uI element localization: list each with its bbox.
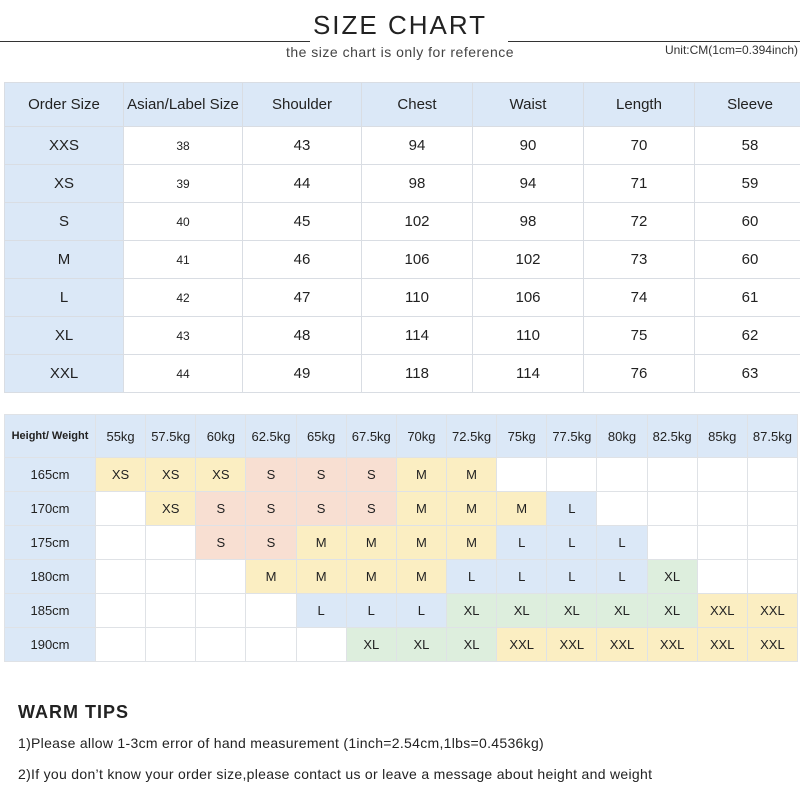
order-size-cell: XXS bbox=[5, 127, 124, 165]
size-value-cell: 72 bbox=[584, 203, 695, 241]
fit-table-row bbox=[5, 492, 798, 526]
size-value-cell: 58 bbox=[695, 127, 800, 165]
size-table-row bbox=[5, 127, 800, 165]
height-row-header: 165cm bbox=[5, 458, 96, 492]
size-value-cell: 43 bbox=[243, 127, 362, 165]
size-value-cell: 62 bbox=[695, 317, 800, 355]
fit-table-row bbox=[5, 458, 798, 492]
weight-column-header: 80kg bbox=[597, 415, 647, 458]
height-row-header: 190cm bbox=[5, 628, 96, 662]
size-value-cell: 102 bbox=[473, 241, 584, 279]
recommended-size-cell bbox=[96, 628, 146, 662]
recommended-size-cell: XXL bbox=[497, 628, 547, 662]
tip-1: 1)Please allow 1-3cm error of hand measurement (1inch=2.54cm,1lbs=0.4536kg) bbox=[18, 735, 544, 751]
recommended-size-cell: S bbox=[346, 492, 396, 526]
recommended-size-cell: S bbox=[246, 492, 296, 526]
recommended-size-cell: L bbox=[547, 492, 597, 526]
size-value-cell: 71 bbox=[584, 165, 695, 203]
size-column-header: Order Size bbox=[5, 83, 124, 127]
recommended-size-cell: XL bbox=[647, 594, 697, 628]
size-column-header: Shoulder bbox=[243, 83, 362, 127]
size-measurement-table bbox=[4, 82, 800, 393]
size-table-row bbox=[5, 317, 800, 355]
size-value-cell: 118 bbox=[362, 355, 473, 393]
weight-column-header: 65kg bbox=[296, 415, 346, 458]
order-size-cell: XL bbox=[5, 317, 124, 355]
recommended-size-cell: M bbox=[346, 560, 396, 594]
recommended-size-cell bbox=[497, 458, 547, 492]
size-column-header: Sleeve bbox=[695, 83, 800, 127]
recommended-size-cell: M bbox=[396, 492, 446, 526]
size-value-cell: 47 bbox=[243, 279, 362, 317]
recommended-size-cell: L bbox=[296, 594, 346, 628]
size-table-row bbox=[5, 203, 800, 241]
height-row-header: 170cm bbox=[5, 492, 96, 526]
size-value-cell: 74 bbox=[584, 279, 695, 317]
recommended-size-cell bbox=[597, 492, 647, 526]
weight-column-header: 70kg bbox=[396, 415, 446, 458]
recommended-size-cell: S bbox=[346, 458, 396, 492]
unit-note: Unit:CM(1cm=0.394inch) bbox=[664, 43, 798, 57]
size-table-header-row bbox=[5, 83, 800, 127]
recommended-size-cell: L bbox=[497, 560, 547, 594]
weight-column-header: 82.5kg bbox=[647, 415, 697, 458]
recommended-size-cell bbox=[196, 628, 246, 662]
tip-2: 2)If you don’t know your order size,please contact us or leave a message about height and weight bbox=[18, 766, 653, 782]
size-value-cell: 49 bbox=[243, 355, 362, 393]
weight-column-header: 60kg bbox=[196, 415, 246, 458]
recommended-size-cell: XS bbox=[196, 458, 246, 492]
size-value-cell: 102 bbox=[362, 203, 473, 241]
size-column-header: Waist bbox=[473, 83, 584, 127]
fit-table-row bbox=[5, 628, 798, 662]
weight-column-header: 87.5kg bbox=[747, 415, 797, 458]
size-value-cell: 98 bbox=[362, 165, 473, 203]
recommended-size-cell: M bbox=[446, 458, 496, 492]
size-table-row bbox=[5, 279, 800, 317]
size-value-cell: 60 bbox=[695, 241, 800, 279]
recommended-size-cell bbox=[697, 492, 747, 526]
size-value-cell: 114 bbox=[362, 317, 473, 355]
recommended-size-cell: XXL bbox=[647, 628, 697, 662]
recommended-size-cell bbox=[146, 526, 196, 560]
recommended-size-cell: M bbox=[346, 526, 396, 560]
recommended-size-cell bbox=[747, 458, 797, 492]
height-weight-corner-label: Height/ Weight bbox=[5, 415, 96, 458]
recommended-size-cell bbox=[196, 594, 246, 628]
size-value-cell: 63 bbox=[695, 355, 800, 393]
recommended-size-cell bbox=[246, 594, 296, 628]
recommended-size-cell bbox=[697, 526, 747, 560]
size-value-cell: 110 bbox=[362, 279, 473, 317]
order-size-cell: L bbox=[5, 279, 124, 317]
size-value-cell: 43 bbox=[124, 317, 243, 355]
recommended-size-cell: M bbox=[396, 526, 446, 560]
recommended-size-cell: XL bbox=[647, 560, 697, 594]
order-size-cell: M bbox=[5, 241, 124, 279]
recommended-size-cell: S bbox=[296, 492, 346, 526]
size-value-cell: 114 bbox=[473, 355, 584, 393]
size-table-row bbox=[5, 165, 800, 203]
size-table-row bbox=[5, 355, 800, 393]
fit-table-row bbox=[5, 526, 798, 560]
page-title: SIZE CHART bbox=[312, 10, 488, 40]
size-value-cell: 61 bbox=[695, 279, 800, 317]
recommended-size-cell: XS bbox=[96, 458, 146, 492]
size-value-cell: 39 bbox=[124, 165, 243, 203]
recommended-size-cell bbox=[246, 628, 296, 662]
height-row-header: 185cm bbox=[5, 594, 96, 628]
size-table-row bbox=[5, 241, 800, 279]
height-row-header: 180cm bbox=[5, 560, 96, 594]
recommended-size-cell: XS bbox=[146, 492, 196, 526]
recommended-size-cell bbox=[146, 560, 196, 594]
recommended-size-cell bbox=[146, 594, 196, 628]
recommended-size-cell: XXL bbox=[697, 628, 747, 662]
weight-column-header: 57.5kg bbox=[146, 415, 196, 458]
recommended-size-cell: M bbox=[446, 492, 496, 526]
recommended-size-cell bbox=[196, 560, 246, 594]
recommended-size-cell bbox=[747, 526, 797, 560]
size-value-cell: 106 bbox=[473, 279, 584, 317]
recommended-size-cell bbox=[96, 492, 146, 526]
weight-column-header: 55kg bbox=[96, 415, 146, 458]
recommended-size-cell: L bbox=[547, 526, 597, 560]
recommended-size-cell: XL bbox=[346, 628, 396, 662]
recommended-size-cell: L bbox=[396, 594, 446, 628]
recommended-size-cell: M bbox=[296, 560, 346, 594]
height-weight-table bbox=[4, 414, 798, 662]
recommended-size-cell: M bbox=[246, 560, 296, 594]
size-value-cell: 98 bbox=[473, 203, 584, 241]
size-value-cell: 94 bbox=[362, 127, 473, 165]
size-value-cell: 90 bbox=[473, 127, 584, 165]
recommended-size-cell: XXL bbox=[697, 594, 747, 628]
size-value-cell: 76 bbox=[584, 355, 695, 393]
recommended-size-cell: M bbox=[497, 492, 547, 526]
recommended-size-cell: S bbox=[196, 492, 246, 526]
recommended-size-cell: XXL bbox=[747, 594, 797, 628]
order-size-cell: XS bbox=[5, 165, 124, 203]
recommended-size-cell bbox=[747, 560, 797, 594]
size-value-cell: 59 bbox=[695, 165, 800, 203]
order-size-cell: XXL bbox=[5, 355, 124, 393]
size-value-cell: 45 bbox=[243, 203, 362, 241]
weight-column-header: 72.5kg bbox=[446, 415, 496, 458]
recommended-size-cell: XL bbox=[396, 628, 446, 662]
recommended-size-cell bbox=[647, 458, 697, 492]
recommended-size-cell bbox=[96, 526, 146, 560]
recommended-size-cell bbox=[647, 526, 697, 560]
recommended-size-cell bbox=[697, 458, 747, 492]
recommended-size-cell: L bbox=[497, 526, 547, 560]
order-size-cell: S bbox=[5, 203, 124, 241]
recommended-size-cell bbox=[647, 492, 697, 526]
recommended-size-cell: M bbox=[446, 526, 496, 560]
recommended-size-cell: L bbox=[597, 526, 647, 560]
size-value-cell: 38 bbox=[124, 127, 243, 165]
size-value-cell: 40 bbox=[124, 203, 243, 241]
size-value-cell: 44 bbox=[243, 165, 362, 203]
size-value-cell: 110 bbox=[473, 317, 584, 355]
size-value-cell: 73 bbox=[584, 241, 695, 279]
recommended-size-cell bbox=[146, 628, 196, 662]
recommended-size-cell: XXL bbox=[597, 628, 647, 662]
recommended-size-cell bbox=[697, 560, 747, 594]
fit-table-header-row bbox=[5, 415, 798, 458]
recommended-size-cell: XXL bbox=[747, 628, 797, 662]
weight-column-header: 62.5kg bbox=[246, 415, 296, 458]
recommended-size-cell: XS bbox=[146, 458, 196, 492]
height-row-header: 175cm bbox=[5, 526, 96, 560]
weight-column-header: 75kg bbox=[497, 415, 547, 458]
size-column-header: Chest bbox=[362, 83, 473, 127]
recommended-size-cell: XL bbox=[497, 594, 547, 628]
size-value-cell: 42 bbox=[124, 279, 243, 317]
weight-column-header: 77.5kg bbox=[547, 415, 597, 458]
size-value-cell: 41 bbox=[124, 241, 243, 279]
recommended-size-cell: XL bbox=[547, 594, 597, 628]
recommended-size-cell: S bbox=[196, 526, 246, 560]
recommended-size-cell: XL bbox=[446, 628, 496, 662]
recommended-size-cell bbox=[296, 628, 346, 662]
recommended-size-cell bbox=[747, 492, 797, 526]
recommended-size-cell: L bbox=[346, 594, 396, 628]
recommended-size-cell: S bbox=[246, 526, 296, 560]
size-column-header: Asian/Label Size bbox=[124, 83, 243, 127]
recommended-size-cell bbox=[547, 458, 597, 492]
recommended-size-cell: S bbox=[296, 458, 346, 492]
recommended-size-cell: M bbox=[296, 526, 346, 560]
recommended-size-cell bbox=[597, 458, 647, 492]
size-column-header: Length bbox=[584, 83, 695, 127]
size-value-cell: 70 bbox=[584, 127, 695, 165]
recommended-size-cell bbox=[96, 560, 146, 594]
size-value-cell: 60 bbox=[695, 203, 800, 241]
recommended-size-cell: XL bbox=[597, 594, 647, 628]
weight-column-header: 85kg bbox=[697, 415, 747, 458]
recommended-size-cell: L bbox=[547, 560, 597, 594]
recommended-size-cell bbox=[96, 594, 146, 628]
weight-column-header: 67.5kg bbox=[346, 415, 396, 458]
warm-tips-title: WARM TIPS bbox=[18, 702, 129, 722]
size-value-cell: 106 bbox=[362, 241, 473, 279]
recommended-size-cell: XXL bbox=[547, 628, 597, 662]
recommended-size-cell: M bbox=[396, 458, 446, 492]
recommended-size-cell: M bbox=[396, 560, 446, 594]
size-value-cell: 44 bbox=[124, 355, 243, 393]
fit-table-row bbox=[5, 560, 798, 594]
size-value-cell: 48 bbox=[243, 317, 362, 355]
recommended-size-cell: L bbox=[597, 560, 647, 594]
size-value-cell: 46 bbox=[243, 241, 362, 279]
recommended-size-cell: L bbox=[446, 560, 496, 594]
size-value-cell: 75 bbox=[584, 317, 695, 355]
subtitle: the size chart is only for reference bbox=[285, 44, 515, 60]
fit-table-row bbox=[5, 594, 798, 628]
recommended-size-cell: S bbox=[246, 458, 296, 492]
size-value-cell: 94 bbox=[473, 165, 584, 203]
recommended-size-cell: XL bbox=[446, 594, 496, 628]
